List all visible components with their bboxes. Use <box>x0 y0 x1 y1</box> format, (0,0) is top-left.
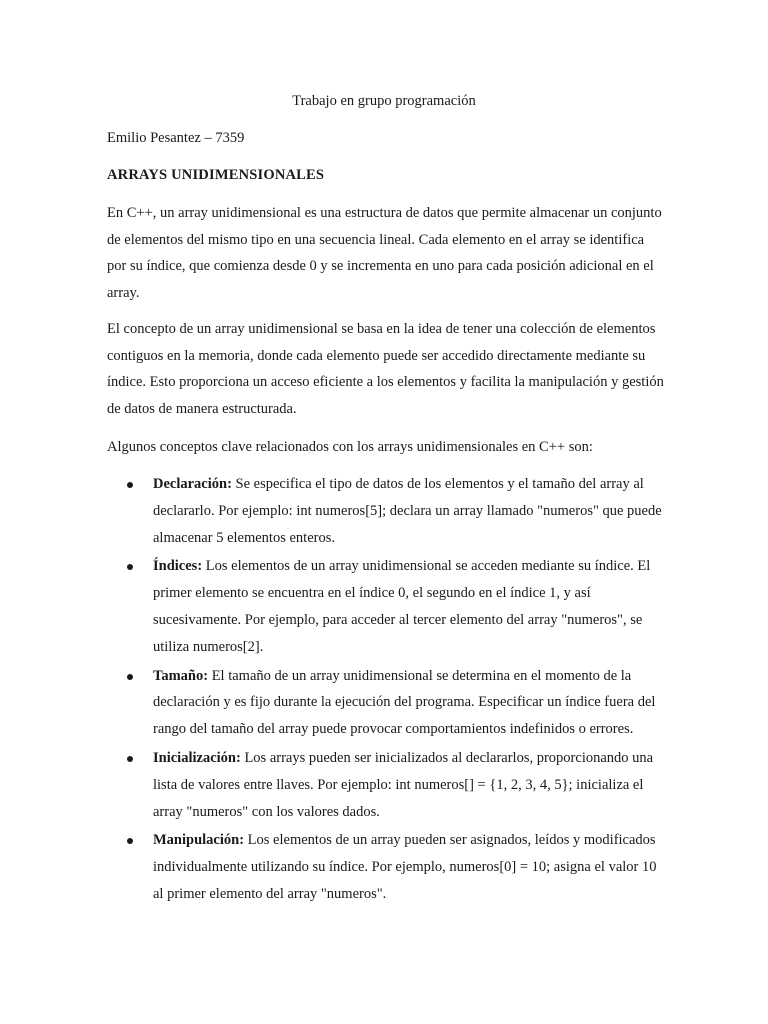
bullet-term: Inicialización: <box>153 749 241 766</box>
bullet-term: Índices: <box>153 558 203 575</box>
section-heading: ARRAYS UNIDIMENSIONALES <box>107 167 325 183</box>
bullet-dot-icon <box>127 674 133 680</box>
list-item-tamano <box>107 663 667 743</box>
paragraph-key-concepts: Algunos conceptos clave relacionados con los arrays unidimensionales en C++ son: <box>107 439 593 455</box>
bullet-dot-icon <box>127 756 133 762</box>
bullet-term: Declaración: <box>153 476 232 492</box>
list-item-manipulacion <box>107 827 667 907</box>
bullet-text: Se especifica el tipo de datos de los elementos y el tamaño del array al declararlo. Por ejemplo: int numeros[5]; declara un array llamado "numeros" que puede almacenar 5 elementos enteros. <box>153 476 662 546</box>
bullet-dot-icon <box>127 838 133 844</box>
bullet-text: Los elementos de un array unidimensional se acceden mediante su índice. El primer elemento se encuentra en el índice 0, el segundo en el índice 1, y así sucesivamente. Por ejemplo, para acceder al tercer elemento del array "numeros", se utiliza numeros[2]. <box>153 558 651 655</box>
paragraph-intro: En C++, un array unidimensional es una estructura de datos que permite almacenar un conjunto de elementos del mismo tipo en una secuencia lineal. Cada elemento en el array se identifica por su índice, que comienza desde 0 y se incrementa en uno para cada posición adicional en el array. <box>107 205 662 301</box>
list-item-indices <box>107 553 667 660</box>
bullet-text: Los elementos de un array pueden ser asignados, leídos y modificados individualmente utilizando su índice. Por ejemplo, numeros[0] = 10; asigna el valor 10 al primer elemento del array "numeros". <box>153 832 657 902</box>
bullet-text: El tamaño de un array unidimensional se determina en el momento de la declaración y es fijo durante la ejecución del programa. Especificar un índice fuera del rango del tamaño del array puede provocar comportamientos indefinidos o errores. <box>153 667 656 738</box>
paragraph-concept: El concepto de un array unidimensional se basa en la idea de tener una colección de elementos contiguos en la memoria, donde cada elemento puede ser accedido directamente mediante su índice. Esto proporciona un acceso eficiente a los elementos y facilita la manipulación y gestión de datos de manera estructurada. <box>107 321 664 417</box>
bullet-dot-icon <box>127 482 133 488</box>
list-item-inicializacion <box>107 745 667 825</box>
bullet-list <box>107 471 667 910</box>
bullet-term: Tamaño: <box>153 667 209 684</box>
author-line: Emilio Pesantez – 7359 <box>107 130 245 146</box>
list-item-declaracion <box>107 471 667 551</box>
bullet-text: Los arrays pueden ser inicializados al declararlos, proporcionando una lista de valores entre llaves. Por ejemplo: int numeros[] = {1, 2, 3, 4, 5}; inicializa el array "numeros" con los valores dados. <box>153 749 654 820</box>
bullet-term: Manipulación: <box>153 832 245 849</box>
bullet-dot-icon <box>127 564 133 570</box>
document-title: Trabajo en grupo programación <box>292 93 476 109</box>
